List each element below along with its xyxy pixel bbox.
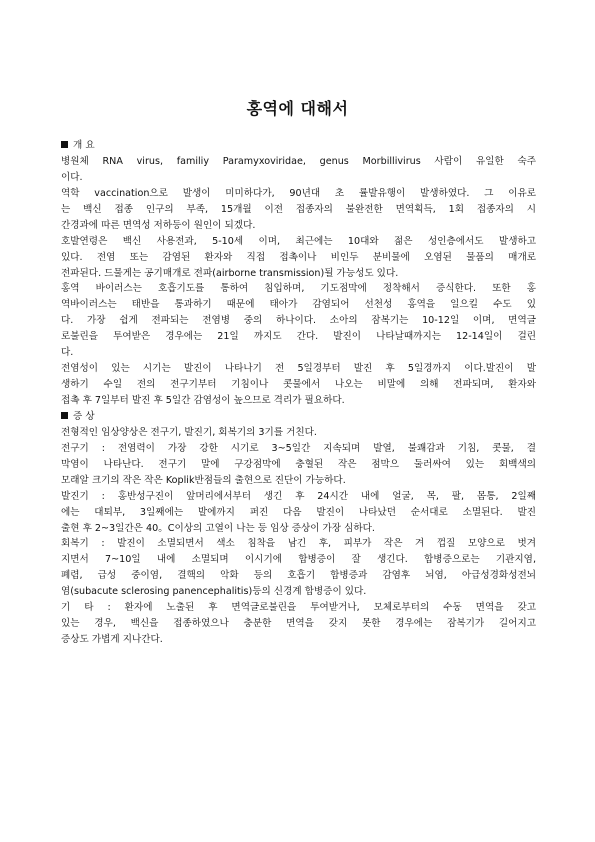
text-line: 로불린을 투여받은 경우에는 21일 까지도 간다. 발진이 나타날때까지는 12-14일이 걸린 bbox=[61, 331, 536, 343]
text-line: 전파된다. 드물게는 공기매개로 전파(airborne transmission)될 가능성도 있다. bbox=[61, 267, 399, 279]
text-line: 간경과에 따른 면역성 저하등이 원인이 되겠다. bbox=[61, 219, 256, 231]
text-line: 접촉 후 7일부터 발진 후 5일간 감염성이 높으므로 격리가 필요하다. bbox=[61, 395, 345, 406]
section-heading-overview: 개 요 bbox=[61, 138, 536, 154]
text-line: 회복기 : 발진이 소멸되면서 색소 침착을 남긴 후, 피부가 작은 겨 껍질 모양으로 벗겨 bbox=[61, 538, 536, 550]
text-line: 폐렴, 급성 중이염, 결핵의 악화 등의 호흡기 합병증과 감염후 뇌염, 아급성경화성전뇌 bbox=[61, 570, 536, 582]
text-line: 역바이러스는 태반을 통과하기 때문에 태아가 감염되어 선천성 홍역을 일으킬 수도 있 bbox=[61, 299, 536, 311]
text-line: 지면서 7~10일 내에 소멸되며 이시기에 합병증이 잘 생긴다. 합병증으로는 기관지염, bbox=[61, 554, 536, 566]
text-line: 발진기 : 홍반성구진이 앞머리에서부터 생긴 후 24시간 내에 얼굴, 목, 팔, 몸통, 2일째 bbox=[61, 490, 536, 502]
square-bullet-icon bbox=[61, 412, 68, 419]
text-line: 있다. 전염 또는 감염된 환자와 직접 접촉이나 비인두 분비물에 오염된 물품의 매개로 bbox=[61, 251, 536, 263]
text-line: 는 백신 접종 인구의 부족, 15개월 이전 접종자의 불완전한 면역획득, 1회 접종자의 시 bbox=[61, 203, 536, 215]
text-line: 염(subacute sclerosing panencephalitis)등의 신경계 합병증이 있다. bbox=[61, 586, 367, 598]
text-line: 홍역 바이러스는 호흡기도를 통하여 침입하며, 기도점막에 정착해서 증식한다. 또한 홍 bbox=[61, 283, 536, 295]
text-line: 이다. bbox=[61, 171, 83, 183]
text-line: 병원체 RNA virus, familiy Paramyxoviridae, genus Morbillivirus 사람이 유일한 숙주 bbox=[61, 155, 536, 167]
text-line: 전형적인 임상양상은 전구기, 발진기, 회복기의 3기를 거친다. bbox=[61, 426, 317, 438]
section-heading-symptoms: 증 상 bbox=[61, 409, 536, 425]
text-line: 기 타 : 환자에 노출된 후 면역글로불린을 투여받거나, 모체로부터의 수동 면역을 갖고 bbox=[61, 602, 536, 614]
text-line: 다. 가장 쉽게 전파되는 전염병 중의 하나이다. 소아의 잠복기는 10-12일 이며, 면역글 bbox=[61, 315, 536, 327]
text-line: 역학 vaccination으로 발생이 미미하다가, 90년대 초 률발유행이 발생하였다. 그 이유로 bbox=[61, 187, 536, 199]
text-line: 모래알 크기의 작은 작은 Koplik반점들의 출현으로 진단이 가능하다. bbox=[61, 474, 346, 486]
text-line: 전구기 : 전염력이 가장 강한 시기로 3~5일간 지속되며 발열, 불쾌감과 기침, 콧물, 결 bbox=[61, 442, 536, 454]
text-line: 에는 대퇴부, 3일째에는 발에까지 퍼진 다음 발진이 나타났던 순서대로 소멸된다. 발진 bbox=[61, 506, 536, 518]
text-line: 막염이 나타난다. 전구기 말에 구강점막에 충혈된 작은 점막으 둘러싸여 있는 회백색의 bbox=[61, 458, 536, 470]
square-bullet-icon bbox=[61, 141, 68, 148]
text-line: 있는 경우, 백신을 접종하였으나 충분한 면역을 갖지 못한 경우에는 잠복기가 길어지고 bbox=[61, 618, 536, 630]
page-title: 홍역에 대해서 bbox=[246, 99, 349, 118]
text-line: 증상도 가볍게 지나간다. bbox=[61, 634, 163, 646]
text-line: 전염성이 있는 시기는 발진이 나타나기 전 5일경부터 발진 후 5일경까지 이다.발진이 발 bbox=[61, 363, 536, 375]
text-line: 호발연령은 백신 사용전과, 5-10세 이며, 최근에는 10대와 젊은 성인층에서도 발생하고 bbox=[61, 235, 536, 247]
text-line: 출현 후 2~3일간은 40。C이상의 고열이 나는 등 임상 증상이 가장 심하다. bbox=[61, 522, 375, 534]
document-body bbox=[61, 138, 536, 648]
text-line: 생하기 수일 전의 전구기부터 기침이나 콧물에서 나오는 비말에 의해 전파되며, 환자와 bbox=[61, 379, 536, 391]
text-line: 다. bbox=[61, 347, 74, 359]
